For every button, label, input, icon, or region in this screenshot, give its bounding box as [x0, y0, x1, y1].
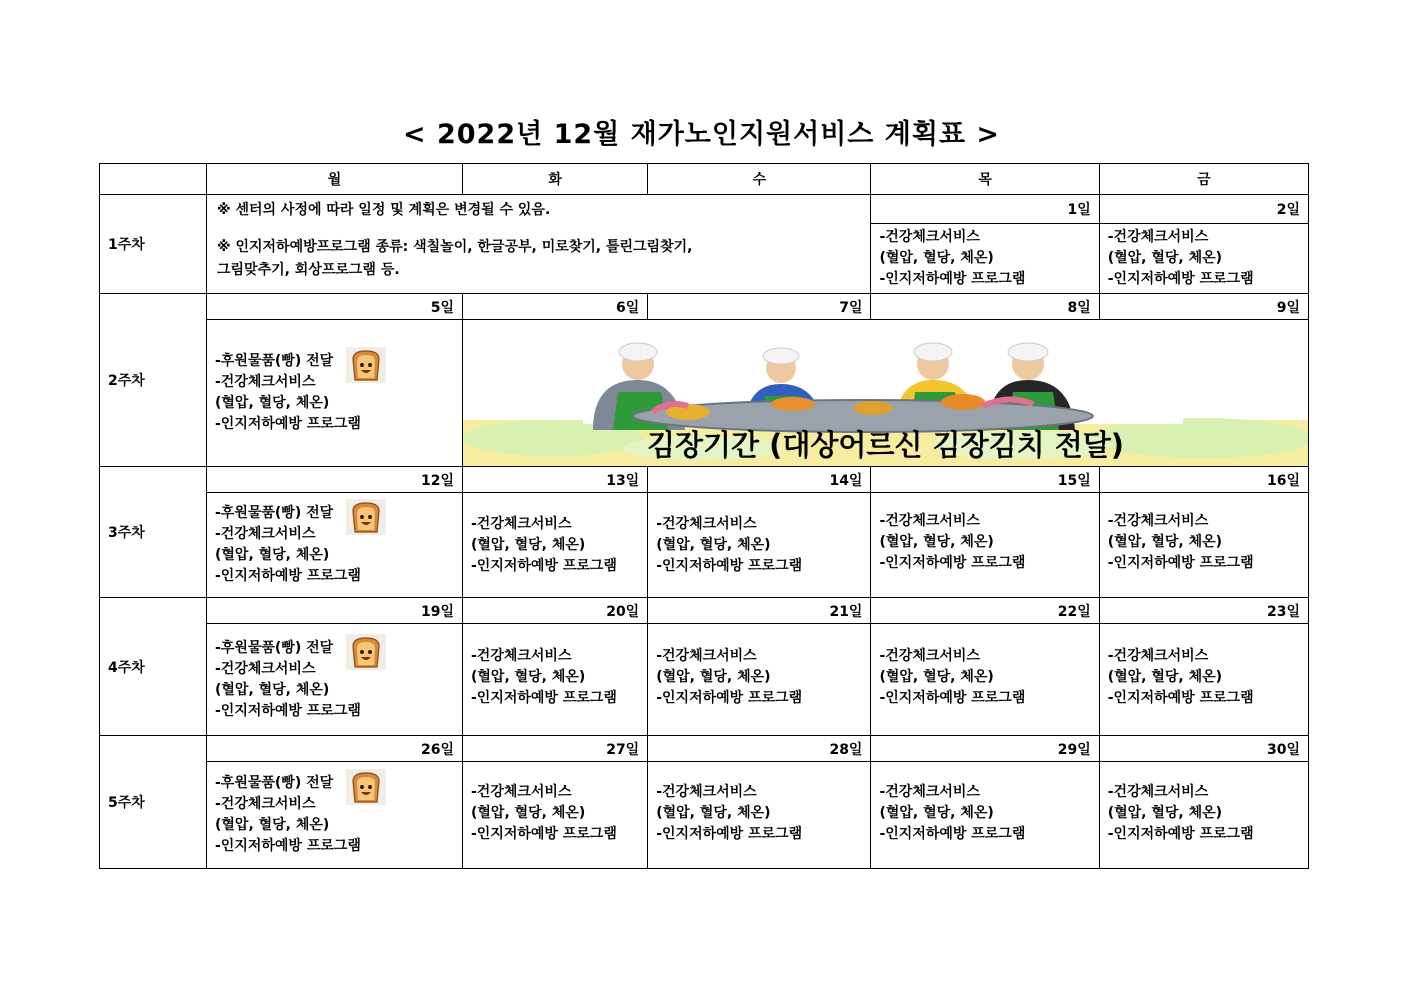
header-tue: 화	[463, 164, 648, 195]
date-cell: 7일	[648, 294, 871, 320]
notice-box	[207, 195, 871, 294]
activity-line: -인지저하예방 프로그램	[1107, 555, 1254, 571]
activity-line: -인지저하예방 프로그램	[1107, 826, 1254, 842]
date-cell: 5일	[207, 294, 463, 320]
date-cell: 1일	[871, 195, 1099, 224]
activity-line: -인지저하예방 프로그램	[879, 826, 1026, 842]
activity-line: -건강체크서비스	[879, 513, 980, 529]
activity-line: -인지저하예방 프로그램	[1107, 690, 1254, 706]
activity-line: -건강체크서비스	[215, 796, 316, 812]
activity-line: (혈압, 혈당, 체온)	[1107, 250, 1223, 266]
activity-line-bread	[215, 503, 454, 524]
activity-line: -인지저하예방 프로그램	[879, 271, 1026, 287]
activity-cell	[1099, 762, 1308, 869]
activity-cell	[207, 762, 463, 869]
activity-cell	[871, 762, 1099, 869]
date-cell: 23일	[1099, 598, 1308, 624]
activity-line-bread	[215, 351, 454, 372]
date-cell: 20일	[463, 598, 648, 624]
bread-toast-icon	[346, 769, 386, 805]
activity-line: (혈압, 혈당, 체온)	[879, 250, 994, 266]
date-cell: 26일	[207, 736, 463, 762]
activity-line: -인지저하예방 프로그램	[879, 690, 1026, 706]
header-wed: 수	[648, 164, 871, 195]
week-label: 1주차	[100, 195, 207, 294]
activity-cell	[871, 493, 1099, 598]
date-cell: 16일	[1099, 467, 1308, 493]
date-cell: 8일	[871, 294, 1099, 320]
activity-line: (혈압, 혈당, 체온)	[879, 669, 994, 685]
kimjang-banner-text: 김장기간 (대상어르신 김장김치 전달)	[646, 428, 1124, 462]
activity-line: -건강체크서비스	[215, 374, 316, 390]
week-label: 3주차	[100, 467, 207, 598]
date-cell: 6일	[463, 294, 648, 320]
activity-cell	[463, 493, 648, 598]
activity-line: -건강체크서비스	[656, 515, 757, 532]
activity-line: -인지저하예방 프로그램	[656, 557, 803, 574]
activity-line: -건강체크서비스	[215, 526, 316, 542]
header-row	[100, 164, 1309, 195]
activity-line: -인지저하예방 프로그램	[656, 826, 803, 842]
date-cell: 13일	[463, 467, 648, 493]
activity-line: -인지저하예방 프로그램	[471, 557, 617, 574]
date-cell: 19일	[207, 598, 463, 624]
week-label: 2주차	[100, 294, 207, 467]
activity-line: -건강체크서비스	[215, 660, 316, 677]
activity-line: (혈압, 혈당, 체온)	[879, 534, 994, 550]
bread-toast-icon	[346, 347, 386, 383]
activity-line: (혈압, 혈당, 체온)	[471, 669, 586, 685]
activity-line: -건강체크서비스	[879, 784, 980, 800]
activity-line: (혈압, 혈당, 체온)	[1107, 534, 1223, 550]
activity-cell	[648, 624, 871, 736]
activity-cell	[1099, 624, 1308, 736]
activity-line: -건강체크서비스	[471, 648, 572, 664]
week-label: 5주차	[100, 736, 207, 869]
activity-line: -후원물품(빵) 전달	[215, 505, 334, 521]
activity-cell	[463, 624, 648, 736]
bread-toast-icon	[346, 499, 386, 535]
activity-line: -인지저하예방 프로그램	[215, 568, 361, 584]
activity-line: -건강체크서비스	[1107, 513, 1209, 529]
activity-line: -후원물품(빵) 전달	[215, 639, 334, 656]
activity-cell	[1099, 493, 1308, 598]
activity-line: (혈압, 혈당, 체온)	[215, 817, 330, 833]
activity-line: -건강체크서비스	[879, 229, 980, 245]
date-cell: 14일	[648, 467, 871, 493]
page-title: < 2022년 12월 재가노인지원서비스 계획표 >	[402, 119, 1001, 150]
date-cell: 12일	[207, 467, 463, 493]
activity-line: (혈압, 혈당, 체온)	[879, 805, 994, 821]
bread-toast-icon	[346, 634, 386, 670]
activity-line: -건강체크서비스	[471, 515, 572, 532]
date-cell: 21일	[648, 598, 871, 624]
activity-cell	[648, 493, 871, 598]
kimjang-banner	[463, 320, 1309, 467]
header-corner	[100, 164, 207, 195]
notice-line: ※ 센터의 사정에 따라 일정 및 계획은 변경될 수 있음.	[217, 202, 551, 218]
activity-line: -후원물품(빵) 전달	[215, 353, 334, 369]
activity-cell	[871, 624, 1099, 736]
activity-line: (혈압, 혈당, 체온)	[215, 395, 330, 411]
activity-cell	[207, 493, 463, 598]
activity-line: (혈압, 혈당, 체온)	[1107, 669, 1223, 685]
activity-cell	[207, 320, 463, 467]
activity-line-bread	[215, 773, 454, 794]
activity-cell	[871, 224, 1099, 294]
activity-line: (혈압, 혈당, 체온)	[1107, 805, 1223, 821]
activity-line: -건강체크서비스	[471, 784, 572, 800]
activity-line-bread	[215, 638, 454, 659]
activity-line: (혈압, 혈당, 체온)	[471, 805, 586, 821]
date-cell: 2일	[1099, 195, 1308, 224]
activity-line: -건강체크서비스	[656, 648, 757, 664]
activity-line: -인지저하예방 프로그램	[656, 690, 803, 706]
activity-line: -인지저하예방 프로그램	[879, 555, 1026, 571]
header-mon: 월	[207, 164, 463, 195]
activity-line: -건강체크서비스	[1107, 648, 1209, 664]
activity-cell	[463, 762, 648, 869]
activity-line: -건강체크서비스	[1107, 229, 1209, 245]
activity-line: (혈압, 혈당, 체온)	[215, 681, 330, 698]
activity-line: -후원물품(빵) 전달	[215, 775, 334, 791]
date-cell: 27일	[463, 736, 648, 762]
notice-line: 그림맞추기, 회상프로그램 등.	[217, 262, 400, 278]
schedule-table	[99, 163, 1309, 869]
activity-line: (혈압, 혈당, 체온)	[215, 547, 330, 563]
date-cell: 22일	[871, 598, 1099, 624]
activity-line: -인지저하예방 프로그램	[215, 702, 361, 719]
activity-line: -인지저하예방 프로그램	[471, 690, 617, 706]
date-cell: 9일	[1099, 294, 1308, 320]
activity-cell	[648, 762, 871, 869]
activity-line: -건강체크서비스	[656, 784, 757, 800]
activity-line: (혈압, 혈당, 체온)	[656, 536, 771, 553]
activity-line: (혈압, 혈당, 체온)	[656, 805, 771, 821]
activity-line: -인지저하예방 프로그램	[1107, 271, 1254, 287]
notice-line: ※ 인지저하예방프로그램 종류: 색칠놀이, 한글공부, 미로찾기, 틀린그림찾기,	[217, 239, 693, 255]
date-cell: 29일	[871, 736, 1099, 762]
activity-line: -인지저하예방 프로그램	[215, 838, 361, 854]
activity-line: (혈압, 혈당, 체온)	[471, 536, 586, 553]
activity-line: (혈압, 혈당, 체온)	[656, 669, 771, 685]
activity-cell	[207, 624, 463, 736]
date-cell: 30일	[1099, 736, 1308, 762]
activity-cell	[1099, 224, 1308, 294]
activity-line: -건강체크서비스	[879, 648, 980, 664]
header-fri: 금	[1099, 164, 1308, 195]
week-label: 4주차	[100, 598, 207, 736]
activity-line: -인지저하예방 프로그램	[471, 826, 617, 842]
date-cell: 15일	[871, 467, 1099, 493]
date-cell: 28일	[648, 736, 871, 762]
activity-line: -건강체크서비스	[1107, 784, 1209, 800]
activity-line: -인지저하예방 프로그램	[215, 416, 361, 432]
header-thu: 목	[871, 164, 1099, 195]
